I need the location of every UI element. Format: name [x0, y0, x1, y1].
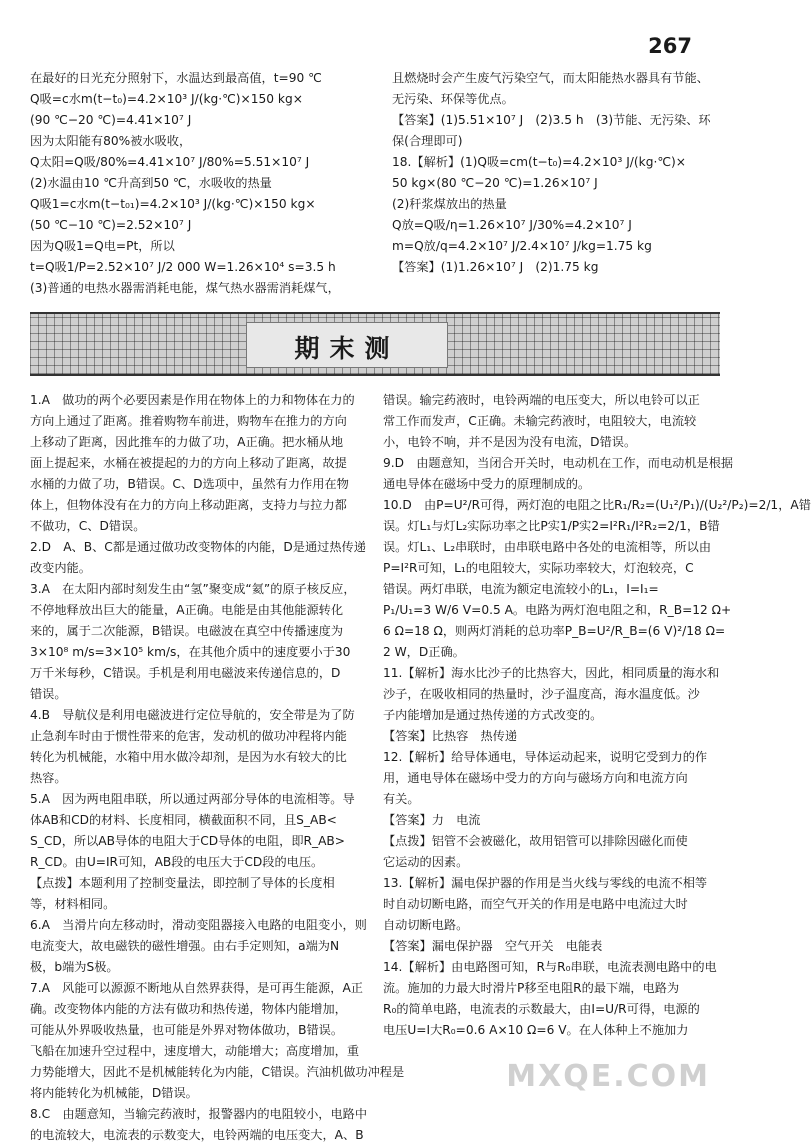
text-line: 方向上通过了距离。推着购物车前进，购物车在推力的方向 — [30, 414, 347, 428]
text-line: 14.【解析】由电路图可知，R与R₀串联，电流表测电路中的电 — [383, 960, 717, 974]
text-line: Q吸1=c水m(t−t₀₁)=4.2×10³ J/(kg·℃)×150 kg× — [30, 197, 316, 211]
text-line: 【答案】漏电保护器 空气开关 电能表 — [383, 939, 603, 953]
text-line: 等，材料相同。 — [30, 897, 116, 911]
text-line: 不做功，C、D错误。 — [30, 519, 146, 533]
text-line: 改变内能。 — [30, 561, 91, 575]
text-line: 在最好的日光充分照射下，水温达到最高值，t=90 ℃ — [30, 71, 322, 85]
watermark: MXQE.COM — [506, 1059, 710, 1094]
page-number: 267 — [648, 34, 692, 58]
text-line: P=I²R可知，L₁的电阻较大，实际功率较大，灯泡较亮，C — [383, 561, 694, 575]
text-line: 通电导体在磁场中受力的原理制成的。 — [383, 477, 591, 491]
text-line: 9.D 由题意知，当闭合开关时，电动机在工作，而电动机是根据 — [383, 456, 734, 470]
text-line: P₁/U₁=3 W/6 V=0.5 A。电路为两灯泡电阻之和，R_B=12 Ω+ — [383, 603, 732, 617]
text-line: 热容。 — [30, 771, 67, 785]
text-line: 有关。 — [383, 792, 420, 806]
text-line: 它运动的因素。 — [383, 855, 469, 869]
text-line: Q放=Q吸/η=1.26×10⁷ J/30%=4.2×10⁷ J — [392, 218, 632, 232]
text-line: (2)秆浆煤放出的热量 — [392, 197, 507, 211]
text-line: t=Q吸1/P=2.52×10⁷ J/2 000 W=1.26×10⁴ s=3.5 h — [30, 260, 336, 274]
text-line: 【点拨】铝管不会被磁化，故用铝管可以排除因磁化而使 — [383, 834, 688, 848]
text-line: 【答案】比热容 热传递 — [383, 729, 518, 743]
text-line: 不停地释放出巨大的能量，A正确。电能是由其他能源转化 — [30, 603, 344, 617]
text-line: 力势能增大，因此不是机械能转化为内能，C错误。汽油机做功冲程是 — [30, 1065, 405, 1079]
text-line: 18.【解析】(1)Q吸=cm(t−t₀)=4.2×10³ J/(kg·℃)× — [392, 155, 686, 169]
section-banner — [30, 312, 720, 376]
text-line: 时自动切断电路，而空气开关的作用是电路中电流过大时 — [383, 897, 688, 911]
text-line: 错误。输完药液时，电铃两端的电压变大，所以电铃可以正 — [383, 393, 700, 407]
text-line: 沙子，在吸收相同的热量时，沙子温度高，海水温度低。沙 — [383, 687, 700, 701]
text-line: 11.【解析】海水比沙子的比热容大，因此，相同质量的海水和 — [383, 666, 720, 680]
text-line: 【点拨】本题利用了控制变量法，即控制了导体的长度相 — [30, 876, 335, 890]
text-line: 面上提起来，水桶在被提起的力的方向上移动了距离，故提 — [30, 456, 347, 470]
text-line: 子内能增加是通过热传递的方式改变的。 — [383, 708, 603, 722]
text-line: 确。改变物体内能的方法有做功和热传递，物体内能增加， — [30, 1002, 347, 1016]
banner-title-box — [246, 322, 448, 368]
text-line: 上移动了距离，因此推车的力做了功，A正确。把水桶从地 — [30, 435, 344, 449]
text-line: 误。灯L₁与灯L₂实际功率之比P实1/P实2=I²R₁/I²R₂=2/1，B错 — [383, 519, 720, 533]
text-line: 10.D 由P=U²/R可得，两灯泡的电阻之比R₁/R₂=(U₁²/P₁)/(U₂²/P₂)=2/1，A错 — [383, 498, 811, 512]
text-line: 保(合理即可) — [392, 134, 463, 148]
text-line: 的电流较大，电流表的示数变大，电铃两端的电压变大，A、B — [30, 1128, 364, 1142]
text-line: 8.C 由题意知，当输完药液时，报警器内的电阻较小，电路中 — [30, 1107, 368, 1121]
text-line: 自动切断电路。 — [383, 918, 469, 932]
text-line: 常工作而发声，C正确。未输完药液时，电阻较大，电流较 — [383, 414, 697, 428]
top-left-column — [30, 68, 360, 299]
text-line: 3.A 在太阳内部时刻发生由“氢”聚变成“氦”的原子核反应， — [30, 582, 356, 596]
text-line: 电压U=I大R₀=0.6 A×10 Ω=6 V。在人体种上不施加力 — [383, 1023, 689, 1037]
text-line: 错误。 — [30, 687, 67, 701]
text-line: 万千米每秒，C错误。手机是利用电磁波来传递信息的，D — [30, 666, 341, 680]
text-line: 13.【解析】漏电保护器的作用是当火线与零线的电流不相等 — [383, 876, 708, 890]
text-line: (90 ℃−20 ℃)=4.41×10⁷ J — [30, 113, 192, 127]
text-line: (50 ℃−10 ℃)=2.52×10⁷ J — [30, 218, 192, 232]
text-line: 用，通电导体在磁场中受力的方向与磁场方向和电流方向 — [383, 771, 688, 785]
text-line: 因为太阳能有80%被水吸收， — [30, 134, 192, 148]
text-line: 来的，属于二次能源，B错误。电磁波在真空中传播速度为 — [30, 624, 344, 638]
text-line: 5.A 因为两电阻串联，所以通过两部分导体的电流相等。导 — [30, 792, 355, 806]
text-line: 【答案】力 电流 — [383, 813, 481, 827]
text-line: 2 W，D正确。 — [383, 645, 465, 659]
text-line: 2.D A、B、C都是通过做功改变物体的内能，D是通过热传递 — [30, 540, 366, 554]
text-line: 12.【解析】给导体通电，导体运动起来，说明它受到力的作 — [383, 750, 708, 764]
text-line: 无污染、环保等优点。 — [392, 92, 514, 106]
text-line: (2)水温由10 ℃升高到50 ℃，水吸收的热量 — [30, 176, 272, 190]
text-line: 水桶的力做了功，B错误。C、D选项中，虽然有力作用在物 — [30, 477, 349, 491]
text-line: 将内能转化为机械能，D错误。 — [30, 1086, 198, 1100]
text-line: 可能从外界吸收热量，也可能是外界对物体做功，B错误。 — [30, 1023, 344, 1037]
section-title: 期末测 — [294, 334, 400, 363]
text-line: 体上，但物体没有在力的方向上移动距离，支持力与拉力都 — [30, 498, 347, 512]
text-line: 【答案】(1)1.26×10⁷ J (2)1.75 kg — [392, 260, 599, 274]
text-line: 电流变大，故电磁铁的磁性增强。由右手定则知，a端为N — [30, 939, 340, 953]
text-line: 因为Q吸1=Q电=Pt，所以 — [30, 239, 175, 253]
text-line: 极，b端为S极。 — [30, 960, 119, 974]
text-line: 且燃烧时会产生废气污染空气，而太阳能热水器具有节能、 — [392, 71, 709, 85]
text-line: 飞船在加速升空过程中，速度增大，动能增大；高度增加，重 — [30, 1044, 360, 1058]
text-line: 止急刹车时由于惯性带来的危害，发动机的做功冲程将内能 — [30, 729, 347, 743]
text-line: 6.A 当滑片向左移动时，滑动变阻器接入电路的电阻变小，则 — [30, 918, 367, 932]
text-line: 【答案】(1)5.51×10⁷ J (2)3.5 h (3)节能、无污染、环 — [392, 113, 711, 127]
text-line: Q吸=c水m(t−t₀)=4.2×10³ J/(kg·℃)×150 kg× — [30, 92, 303, 106]
bottom-right-column — [383, 390, 811, 1041]
text-line: 1.A 做功的两个必要因素是作用在物体上的力和物体在力的 — [30, 393, 355, 407]
text-line: 错误。两灯串联，电流为额定电流较小的L₁，I=I₁= — [383, 582, 659, 596]
text-line: 转化为机械能，水箱中用水做冷却剂，是因为水有较大的比 — [30, 750, 347, 764]
text-line: 流。施加的力最大时滑片P移至电阻R的最下端，电路为 — [383, 981, 680, 995]
text-line: S_CD，所以AB导体的电阻大于CD导体的电阻，即R_AB> — [30, 834, 345, 848]
text-line: m=Q放/q=4.2×10⁷ J/2.4×10⁷ J/kg=1.75 kg — [392, 239, 652, 253]
text-line: 3×10⁸ m/s=3×10⁵ km/s，在其他介质中的速度要小于30 — [30, 645, 351, 659]
text-line: 4.B 导航仪是利用电磁波进行定位导航的，安全带是为了防 — [30, 708, 355, 722]
text-line: Q太阳=Q吸/80%=4.41×10⁷ J/80%=5.51×10⁷ J — [30, 155, 310, 169]
text-line: R_CD。由U=IR可知，AB段的电压大于CD段的电压。 — [30, 855, 324, 869]
text-line: 50 kg×(80 ℃−20 ℃)=1.26×10⁷ J — [392, 176, 598, 190]
text-line: (3)普通的电热水器需消耗电能，煤气热水器需消耗煤气， — [30, 281, 340, 295]
text-line: 6 Ω=18 Ω，则两灯消耗的总功率P_B=U²/R_B=(6 V)²/18 Ω= — [383, 624, 726, 638]
text-line: 小，电铃不响，并不是因为没有电流，D错误。 — [383, 435, 637, 449]
text-line: R₀的简单电路，电流表的示数最大，由I=U/R可得，电源的 — [383, 1002, 700, 1016]
top-right-column — [392, 68, 722, 278]
text-line: 体AB和CD的材料、长度相同，横截面积不同，且S_AB< — [30, 813, 337, 827]
text-line: 误。灯L₁、L₂串联时，由串联电路中各处的电流相等，所以由 — [383, 540, 712, 554]
text-line: 7.A 风能可以源源不断地从自然界获得，是可再生能源，A正 — [30, 981, 363, 995]
